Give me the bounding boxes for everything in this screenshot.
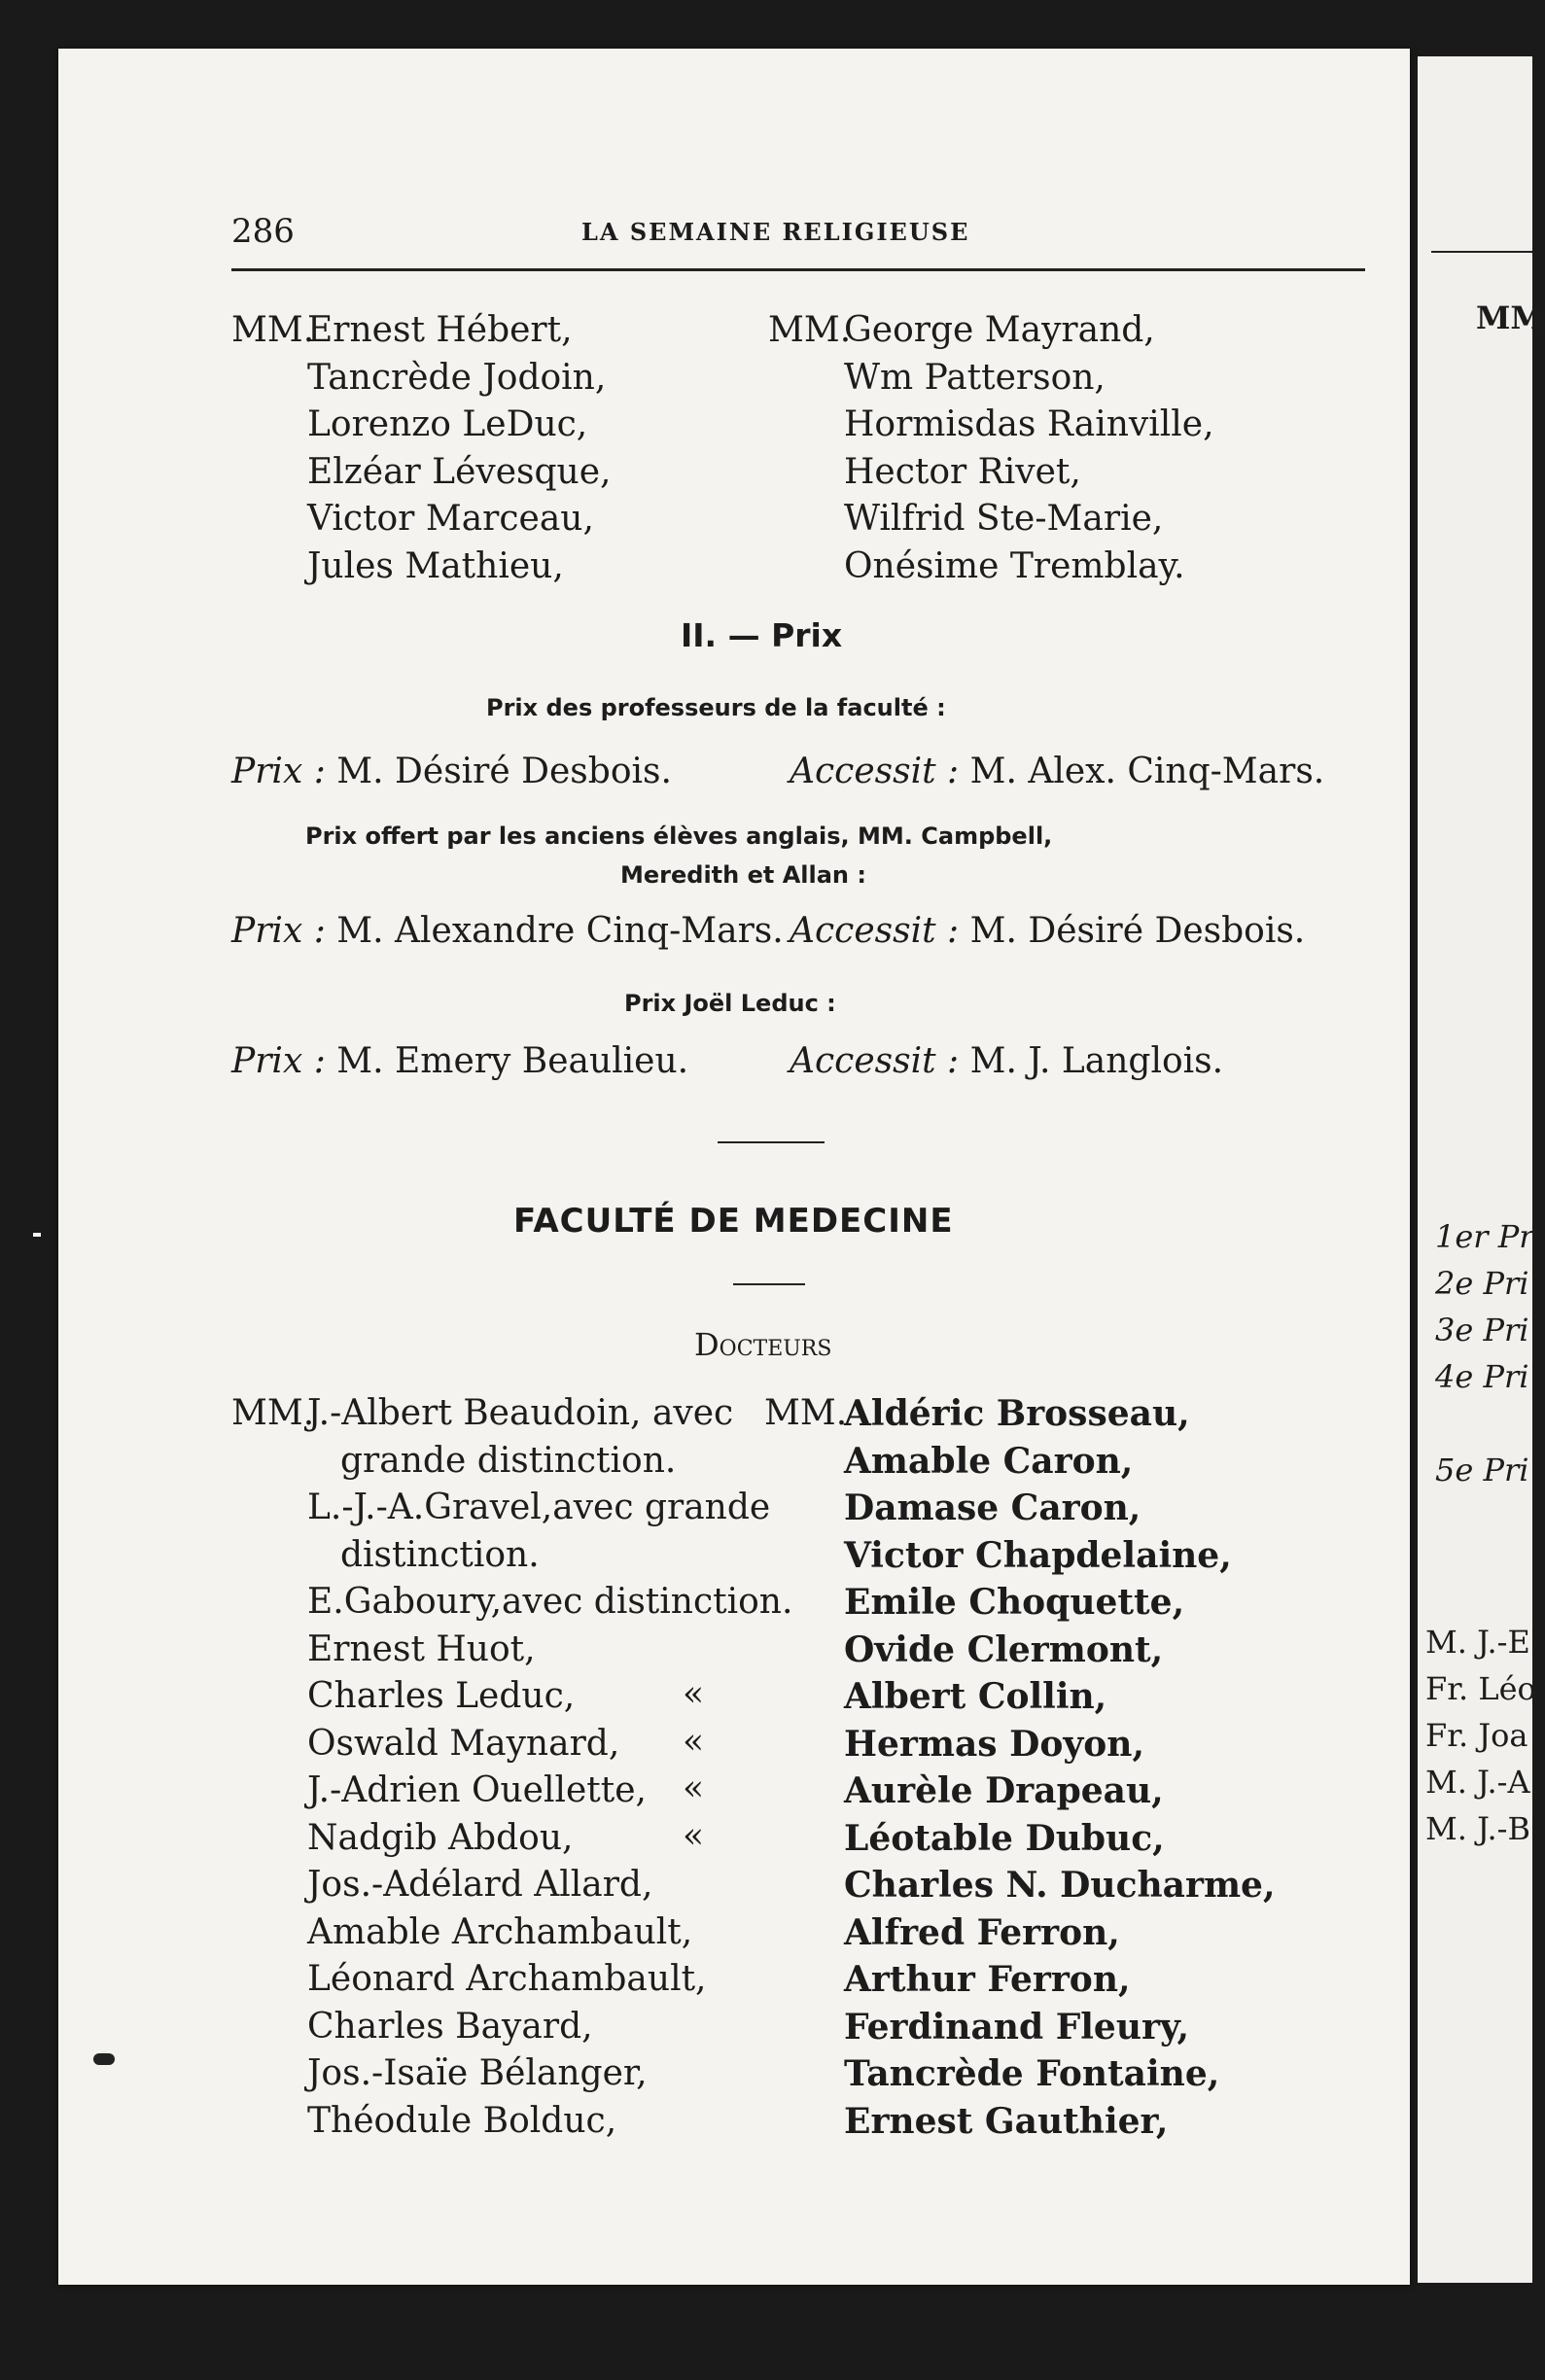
prizes-section-title: II. — Prix xyxy=(681,616,843,654)
ditto-mark: « xyxy=(683,1674,705,1714)
list-item: grande distinction. xyxy=(340,1440,677,1481)
facing-name: M. J.-E xyxy=(1425,1624,1530,1661)
list-item: Oswald Maynard, xyxy=(307,1723,620,1764)
students-prefix-right: MM. xyxy=(768,310,852,350)
list-item: Damase Caron, xyxy=(844,1488,1141,1528)
ditto-mark: « xyxy=(683,1721,705,1762)
list-item: E.Gaboury,avec distinction. xyxy=(307,1582,793,1622)
list-item: Charles Bayard, xyxy=(307,2006,593,2047)
list-item: Nadgib Abdou, xyxy=(307,1817,574,1858)
faculty-prefix-left: MM. xyxy=(231,1393,315,1433)
accessit-name: M. Désiré Desbois. xyxy=(969,911,1306,951)
list-item: Aurèle Drapeau, xyxy=(844,1770,1164,1811)
list-item: Amable Archambault, xyxy=(307,1911,693,1952)
list-item: George Mayrand, xyxy=(844,310,1155,350)
accessit-label: Accessit : xyxy=(790,1041,960,1081)
list-item: Alfred Ferron, xyxy=(844,1911,1120,1953)
ink-blot xyxy=(93,2053,115,2065)
list-item: Albert Collin, xyxy=(844,1676,1107,1717)
list-item: Ovide Clermont, xyxy=(844,1628,1164,1670)
accessit-name: M. Alex. Cinq-Mars. xyxy=(969,752,1325,791)
list-item: Jos.-Isaïe Bélanger, xyxy=(307,2053,648,2093)
running-title: LA SEMAINE RELIGIEUSE xyxy=(581,218,970,246)
facing-prize-line: 5e Pri xyxy=(1435,1452,1529,1488)
list-item: Wm Patterson, xyxy=(844,357,1106,398)
prix-label: Prix : xyxy=(231,1041,326,1081)
facing-name: Fr. Joa xyxy=(1425,1717,1528,1754)
ditto-marks xyxy=(683,1671,704,1860)
prize-line xyxy=(231,908,784,955)
prix-label: Prix : xyxy=(231,752,326,791)
scan-speck xyxy=(33,1233,41,1237)
list-item: Ferdinand Fleury, xyxy=(844,2006,1189,2048)
list-item: Aldéric Brosseau, xyxy=(844,1393,1190,1434)
list-item: J.-Adrien Ouellette, xyxy=(307,1770,647,1810)
facing-name: M. J.-A. xyxy=(1425,1764,1540,1801)
prix-name: M. Emery Beaulieu. xyxy=(336,1041,689,1081)
students-left-column xyxy=(307,307,612,590)
list-item: Arthur Ferron, xyxy=(844,1959,1131,2000)
list-item: Charles N. Ducharme, xyxy=(844,1865,1276,1906)
accessit-name: M. J. Langlois. xyxy=(969,1041,1224,1081)
prix-label: Prix : xyxy=(231,911,326,951)
list-item: Tancrède Jodoin, xyxy=(307,357,607,398)
list-item: Lorenzo LeDuc, xyxy=(307,404,588,444)
ditto-mark: « xyxy=(683,1815,705,1856)
prize-heading: Prix Joël Leduc : xyxy=(624,990,836,1017)
prix-name: M. Alexandre Cinq-Mars. xyxy=(336,911,784,951)
section-divider xyxy=(718,1141,825,1143)
accessit-label: Accessit : xyxy=(790,752,960,791)
list-item: Emile Choquette, xyxy=(844,1582,1185,1623)
facing-prize-line: 3e Pri xyxy=(1435,1312,1529,1348)
prize-heading: Prix des professeurs de la faculté : xyxy=(486,694,946,721)
facing-page xyxy=(1418,56,1545,2283)
faculty-left-column xyxy=(307,1390,792,2145)
list-item: Ernest Huot, xyxy=(307,1628,536,1669)
prize-heading-continued: Meredith et Allan : xyxy=(620,861,866,889)
list-item: Jules Mathieu, xyxy=(307,545,564,586)
list-item: Hermas Doyon, xyxy=(844,1723,1144,1765)
list-item: Jos.-Adélard Allard, xyxy=(307,1865,653,1905)
list-item: Tancrède Fontaine, xyxy=(844,2053,1220,2094)
list-item: Onésime Tremblay. xyxy=(844,545,1185,586)
book-page xyxy=(58,49,1410,2285)
list-item: Elzéar Lévesque, xyxy=(307,451,612,492)
prize-line xyxy=(231,1038,688,1085)
faculty-right-column xyxy=(844,1390,1275,2145)
list-item: J.-Albert Beaudoin, avec xyxy=(307,1393,734,1433)
accessit-label: Accessit : xyxy=(790,911,960,951)
list-item: Hormisdas Rainville, xyxy=(844,404,1214,444)
students-prefix-left: MM. xyxy=(231,310,315,350)
students-right-column xyxy=(844,307,1214,590)
ditto-mark: « xyxy=(683,1768,705,1808)
facing-prize-line: 1er Pr xyxy=(1435,1218,1534,1255)
faculty-title: FACULTÉ DE MEDECINE xyxy=(513,1202,954,1241)
prix-name: M. Désiré Desbois. xyxy=(336,752,672,791)
list-item: Victor Chapdelaine, xyxy=(844,1534,1232,1576)
list-item: Léonard Archambault, xyxy=(307,1959,707,1999)
facing-prize-line: 2e Pri xyxy=(1435,1265,1529,1302)
faculty-subtitle: Docteurs xyxy=(694,1326,832,1363)
list-item: distinction. xyxy=(340,1534,540,1575)
facing-mm: MM xyxy=(1476,299,1545,336)
list-item: Wilfrid Ste-Marie, xyxy=(844,499,1164,539)
list-item: Victor Marceau, xyxy=(307,499,594,539)
accessit-line xyxy=(790,749,1324,795)
list-item: L.-J.-A.Gravel,avec grande xyxy=(307,1488,771,1527)
header-rule xyxy=(231,268,1365,271)
list-item: Ernest Hébert, xyxy=(307,310,573,350)
list-item: Ernest Gauthier, xyxy=(844,2100,1169,2142)
facing-name: Fr. Léo xyxy=(1425,1670,1536,1707)
list-item: Hector Rivet, xyxy=(844,451,1081,492)
accessit-line xyxy=(790,908,1305,955)
facing-header-rule xyxy=(1431,251,1532,253)
list-item: Théodule Bolduc, xyxy=(307,2100,617,2141)
accessit-line xyxy=(790,1038,1223,1085)
prize-line xyxy=(231,749,672,795)
list-item: Charles Leduc, xyxy=(307,1676,576,1716)
page-number: 286 xyxy=(231,212,295,251)
facing-prize-line: 4e Pri xyxy=(1435,1358,1529,1395)
faculty-prefix-right: MM. xyxy=(764,1393,848,1433)
list-item: Léotable Dubuc, xyxy=(844,1817,1165,1859)
section-divider xyxy=(733,1283,805,1285)
prize-heading: Prix offert par les anciens élèves anglais, MM. Campbell, xyxy=(305,822,1053,850)
list-item: Amable Caron, xyxy=(844,1440,1134,1482)
facing-name: M. J.-B xyxy=(1425,1810,1530,1847)
